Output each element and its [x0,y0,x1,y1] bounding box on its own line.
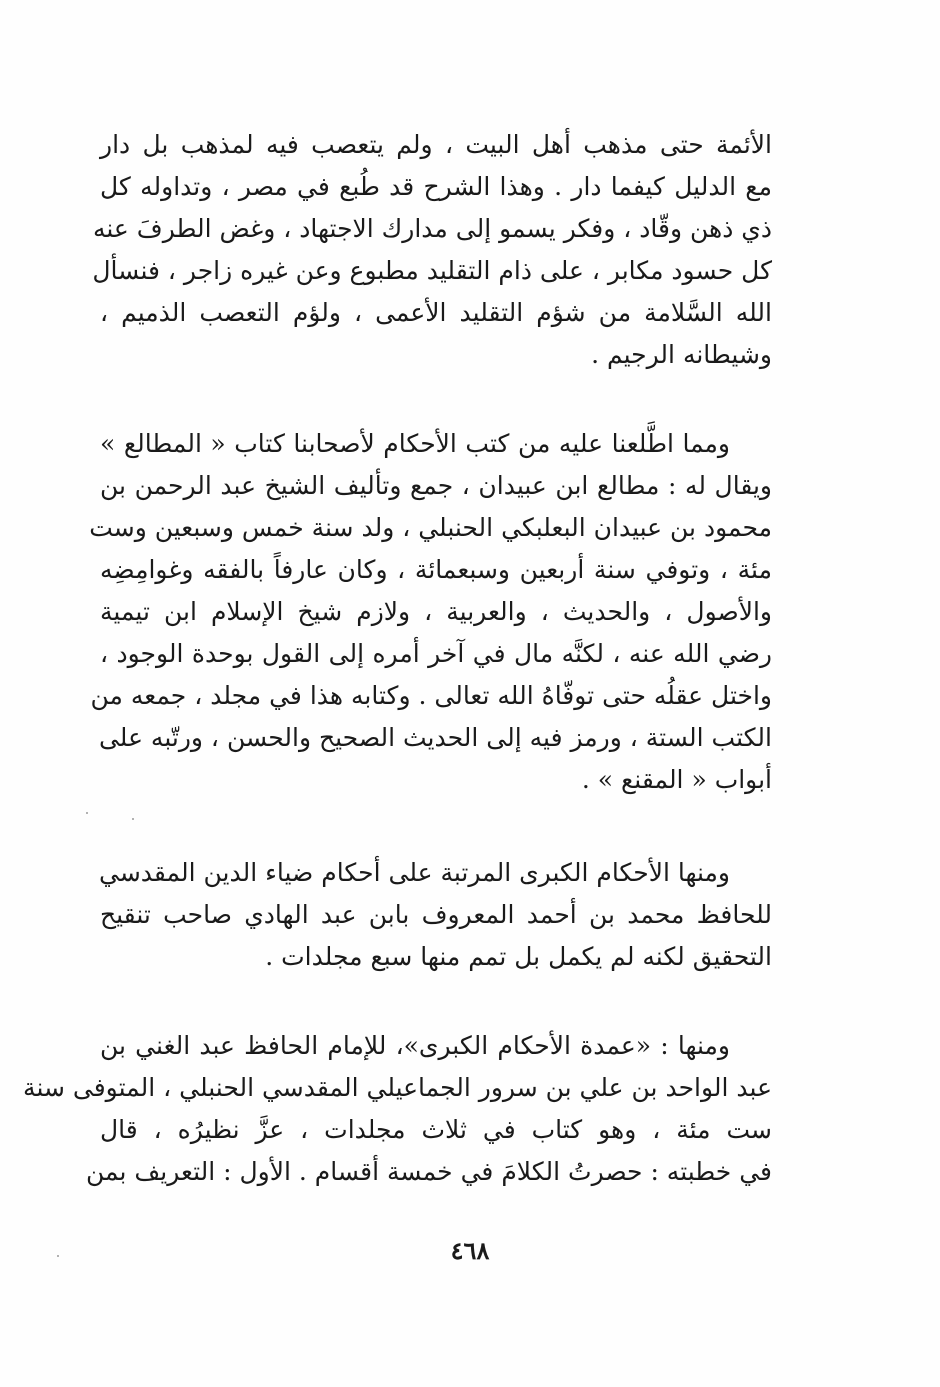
text-line: الله السَّلامة من شؤم التقليد الأعمى ، ولؤم التعصب الذميم ، [100,298,772,327]
text-line: أبواب « المقنع » . [581,765,772,794]
scan-speck [57,1255,59,1257]
scan-speck [86,812,88,814]
text-line: مع الدليل كيفما دار . وهذا الشرح قد طُبع في مصر ، وتداوله كل [100,172,772,201]
text-line: مئة ، وتوفي سنة أربعين وسبعمائة ، وكان عارفاً بالفقه وغوامِضِه [100,555,772,584]
text-line: وشيطانه الرجيم . [591,340,772,369]
text-line: في خطبته : حصرتُ الكلامَ في خمسة أقسام . الأول : التعريف بمن [86,1157,772,1186]
text-line: ذي ذهن وقّاد ، وفكر يسمو إلى مدارك الاجتهاد ، وغض الطرفَ عنه [92,214,772,243]
text-line: الأئمة حتى مذهب أهل البيت ، ولم يتعصب فيه لمذهب بل دار [100,130,773,159]
text-line: ومما اطَّلعنا عليه من كتب الأحكام لأصحابنا كتاب « المطالع » [100,429,730,458]
text-line: ومنها الأحكام الكبرى المرتبة على أحكام ضياء الدين المقدسي [99,858,730,887]
text-line: التحقيق لكنه لم يكمل بل تمم منها سبع مجلدات . [265,942,772,971]
text-line: محمود بن عبيدان البعلبكي الحنبلي ، ولد سنة خمس وسبعين وست [89,513,772,542]
text-line: ومنها : «عمدة الأحكام الكبرى»، للإمام الحافظ عبد الغني بن [100,1031,730,1060]
text-line: الكتب الستة ، ورمز فيه إلى الحديث الصحيح والحسن ، ورتّبه على [98,723,772,752]
paragraph-2 [89,423,772,801]
text-line: واختل عقلُه حتى توفّاهُ الله تعالى . وكتابه هذا في مجلد ، جمعه من [90,681,772,710]
text-line: كل حسود مكابر ، على ذام التقليد مطبوع وعن غيره زاجر ، فنسأل [92,256,772,285]
scan-speck [132,818,134,820]
text-line: والأصول ، والحديث ، والعربية ، ولازم شيخ الإسلام ابن تيمية [100,597,772,626]
paragraph-3 [100,852,772,978]
text-line: رضي الله عنه ، لكنَّه مال في آخر أمره إلى القول بوحدة الوجود ، [100,639,772,668]
paragraph-1 [92,124,773,376]
page-number: ٤٦٨ [450,1236,490,1265]
text-line: عبد الواحد بن علي بن سرور الجماعيلي المقدسي الحنبلي ، المتوفى سنة [23,1073,772,1102]
text-line: ويقال له : مطالع ابن عبيدان ، جمع وتأليف الشيخ عبد الرحمن بن [100,471,772,500]
text-line: للحافظ محمد بن أحمد المعروف بابن عبد الهادي صاحب تنقيح [100,900,772,929]
paragraph-4 [23,1025,772,1193]
text-line: ست مئة ، وهو كتاب في ثلاث مجلدات ، عزَّ نظيرُه ، قال [100,1115,772,1144]
